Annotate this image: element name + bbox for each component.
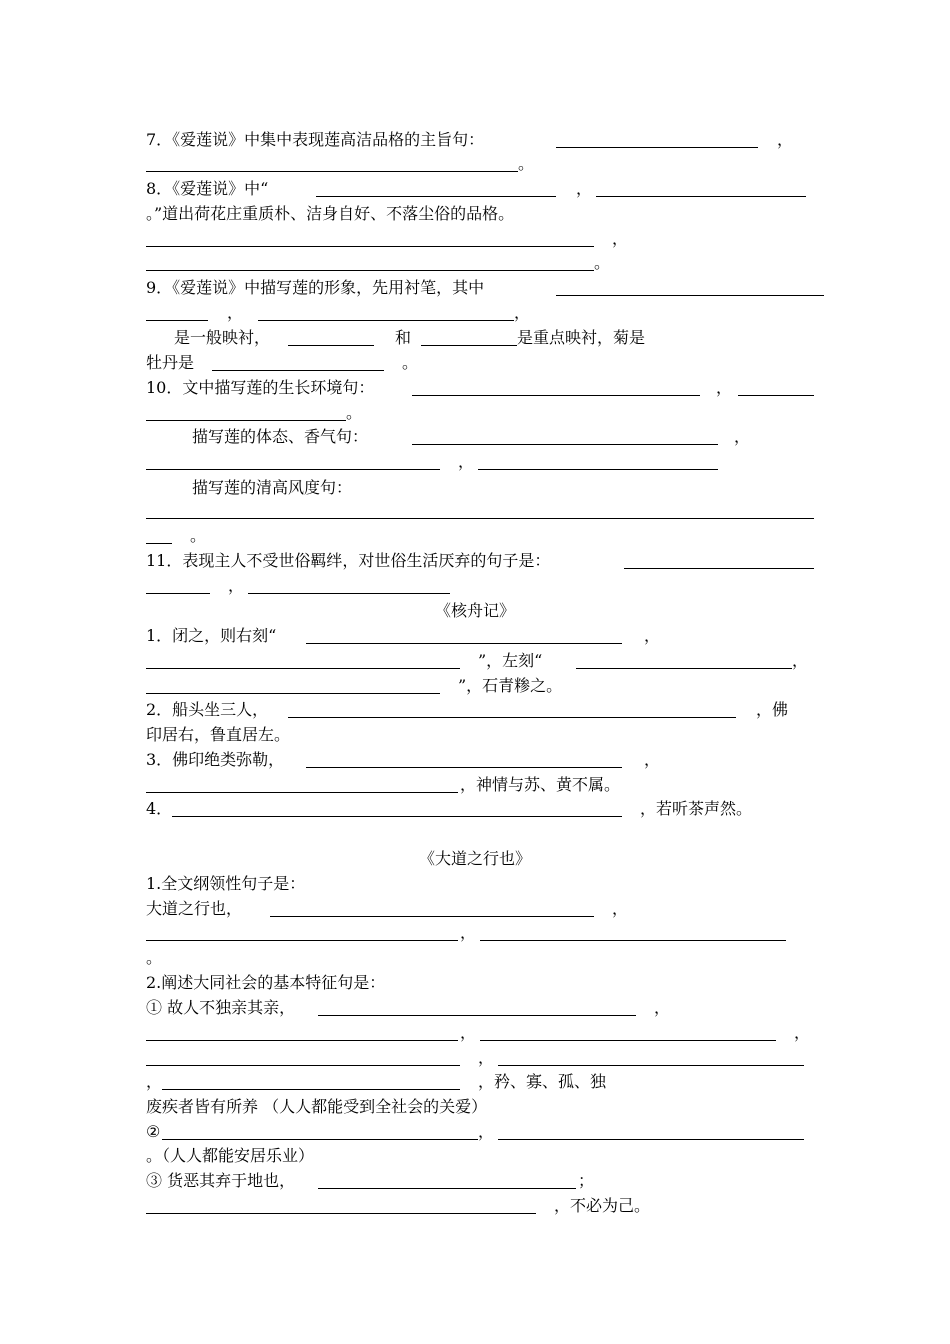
q7-prompt: 7．《爱莲说》中集中表现莲高洁品格的主旨句： [146,130,485,149]
answer-blank[interactable] [306,643,622,644]
punct: ， [460,1023,477,1042]
answer-blank[interactable] [248,593,450,594]
q11-prompt: 11．表现主人不受世俗羁绊，对世俗生活厌弃的句子是： [146,551,551,570]
dd-q1-lead: 大道之行也， [146,899,243,918]
answer-blank[interactable] [146,668,460,669]
punct: ， [460,923,477,942]
answer-blank[interactable] [162,1089,460,1090]
q9-and: 和 [395,328,412,347]
answer-blank[interactable] [478,469,718,470]
answer-blank[interactable] [498,1139,804,1140]
answer-blank[interactable] [318,1015,636,1016]
dd-q1-prompt: 1.全文纲领性句子是： [146,874,306,893]
q10-demeanor-label: 描写莲的清高风度句： [192,478,353,497]
answer-blank[interactable] [146,693,440,694]
punct: ， [644,626,661,645]
punct: ， [716,378,733,397]
dd-q2-lead3: ③ 货恶其弃于地也， [146,1171,296,1190]
answer-blank[interactable] [576,668,792,669]
q10-posture-label: 描写莲的体态、香气句： [192,427,369,446]
answer-blank[interactable] [146,246,594,247]
punct: 。 [190,526,207,545]
answer-blank[interactable] [556,147,758,148]
answer-blank[interactable] [146,171,518,172]
punct: ， [514,303,531,322]
q8-tail: 。”道出荷花庄重质朴、洁身自好、不落尘俗的品格。 [146,204,515,223]
answer-blank[interactable] [258,320,514,321]
section-title-dadao: 《大道之行也》 [418,849,531,868]
hz-q4-tail: ，若听茶声然。 [640,799,753,818]
answer-blank[interactable] [288,345,374,346]
q8-prompt: 8．《爱莲说》中“ [146,179,269,198]
answer-blank[interactable] [480,1040,776,1041]
answer-blank[interactable] [498,1065,804,1066]
hz-q2-prompt: 2．船头坐三人， [146,700,269,719]
punct: ， [777,130,794,149]
punct: ， [612,229,629,248]
hz-q1-mid: ”，左刻“ [478,651,543,670]
answer-blank[interactable] [146,1065,460,1066]
answer-blank[interactable] [288,717,736,718]
answer-blank[interactable] [172,816,622,817]
punct: ， [792,651,809,670]
hz-q3-prompt: 3．佛印绝类弥勒， [146,750,285,769]
dd-q2-tail3: ，不必为己。 [554,1196,651,1215]
punct: ， [612,899,629,918]
answer-blank[interactable] [624,568,814,569]
answer-blank[interactable] [412,444,718,445]
answer-blank[interactable] [596,196,806,197]
section-title-hezhouji: 《核舟记》 [434,601,515,620]
dd-q2-tail2: 。（人人都能安居乐业） [146,1146,315,1165]
punct: ， [478,1122,495,1141]
punct: 。 [594,253,611,272]
answer-blank[interactable] [421,345,517,346]
punct: ， [794,1023,811,1042]
answer-blank[interactable] [146,792,458,793]
q9-prompt: 9．《爱莲说》中描写莲的形象，先用衬笔，其中 [146,278,485,297]
punct: ， [146,1072,163,1091]
answer-blank[interactable] [146,420,346,421]
answer-blank[interactable] [146,1213,536,1214]
hz-q3-tail: ，神情与苏、黄不属。 [460,775,621,794]
punct: 。 [146,948,163,967]
hz-q1-tail: ”，石青糁之。 [458,676,563,695]
answer-blank[interactable] [306,767,622,768]
answer-blank[interactable] [146,518,814,519]
answer-blank[interactable] [146,270,594,271]
answer-blank[interactable] [412,395,700,396]
punct: 。 [346,403,363,422]
punct: ， [228,576,245,595]
answer-blank[interactable] [146,320,208,321]
answer-blank[interactable] [162,1139,478,1140]
punct: 。 [402,353,419,372]
dd-q2-prompt: 2.阐述大同社会的基本特征句是： [146,973,386,992]
q9-text-c: 牡丹是 [146,353,195,372]
punct: ， [576,179,593,198]
hz-q2-tail-a: ，佛 [756,700,789,719]
answer-blank[interactable] [146,1040,458,1041]
hz-q4-number: 4． [146,799,173,818]
hz-q2-tail-b: 印居右，鲁直居左。 [146,725,291,744]
answer-blank[interactable] [270,916,594,917]
answer-blank[interactable] [556,295,824,296]
answer-blank[interactable] [212,370,384,371]
answer-blank[interactable] [480,940,786,941]
q9-text-a: 是一般映衬， [174,328,271,347]
punct: ， [478,1048,495,1067]
punct: 。 [518,154,535,173]
dd-q2-lead1: ① 故人不独亲其亲， [146,998,296,1017]
punct: ， [227,303,244,322]
punct: ； [578,1171,595,1190]
dd-q2-lead2: ② [146,1122,161,1141]
answer-blank[interactable] [146,940,458,941]
q10-prompt: 10．文中描写莲的生长环境句： [146,378,375,397]
answer-blank[interactable] [738,395,814,396]
punct: ， [458,452,475,471]
dd-q2-tail1b: 废疾者皆有所养 （人人都能受到全社会的关爱） [146,1097,488,1116]
hz-q1-prompt: 1．闭之，则右刻“ [146,626,277,645]
punct: ， [654,998,671,1017]
punct: ， [644,750,661,769]
dd-q2-tail1a: ，矜、寡、孤、独 [478,1072,607,1091]
answer-blank[interactable] [318,1188,576,1189]
answer-blank[interactable] [146,469,440,470]
q9-text-b: 是重点映衬，菊是 [517,328,646,347]
punct: ， [734,427,751,446]
answer-blank[interactable] [316,196,556,197]
answer-blank[interactable] [146,543,172,544]
answer-blank[interactable] [146,593,210,594]
